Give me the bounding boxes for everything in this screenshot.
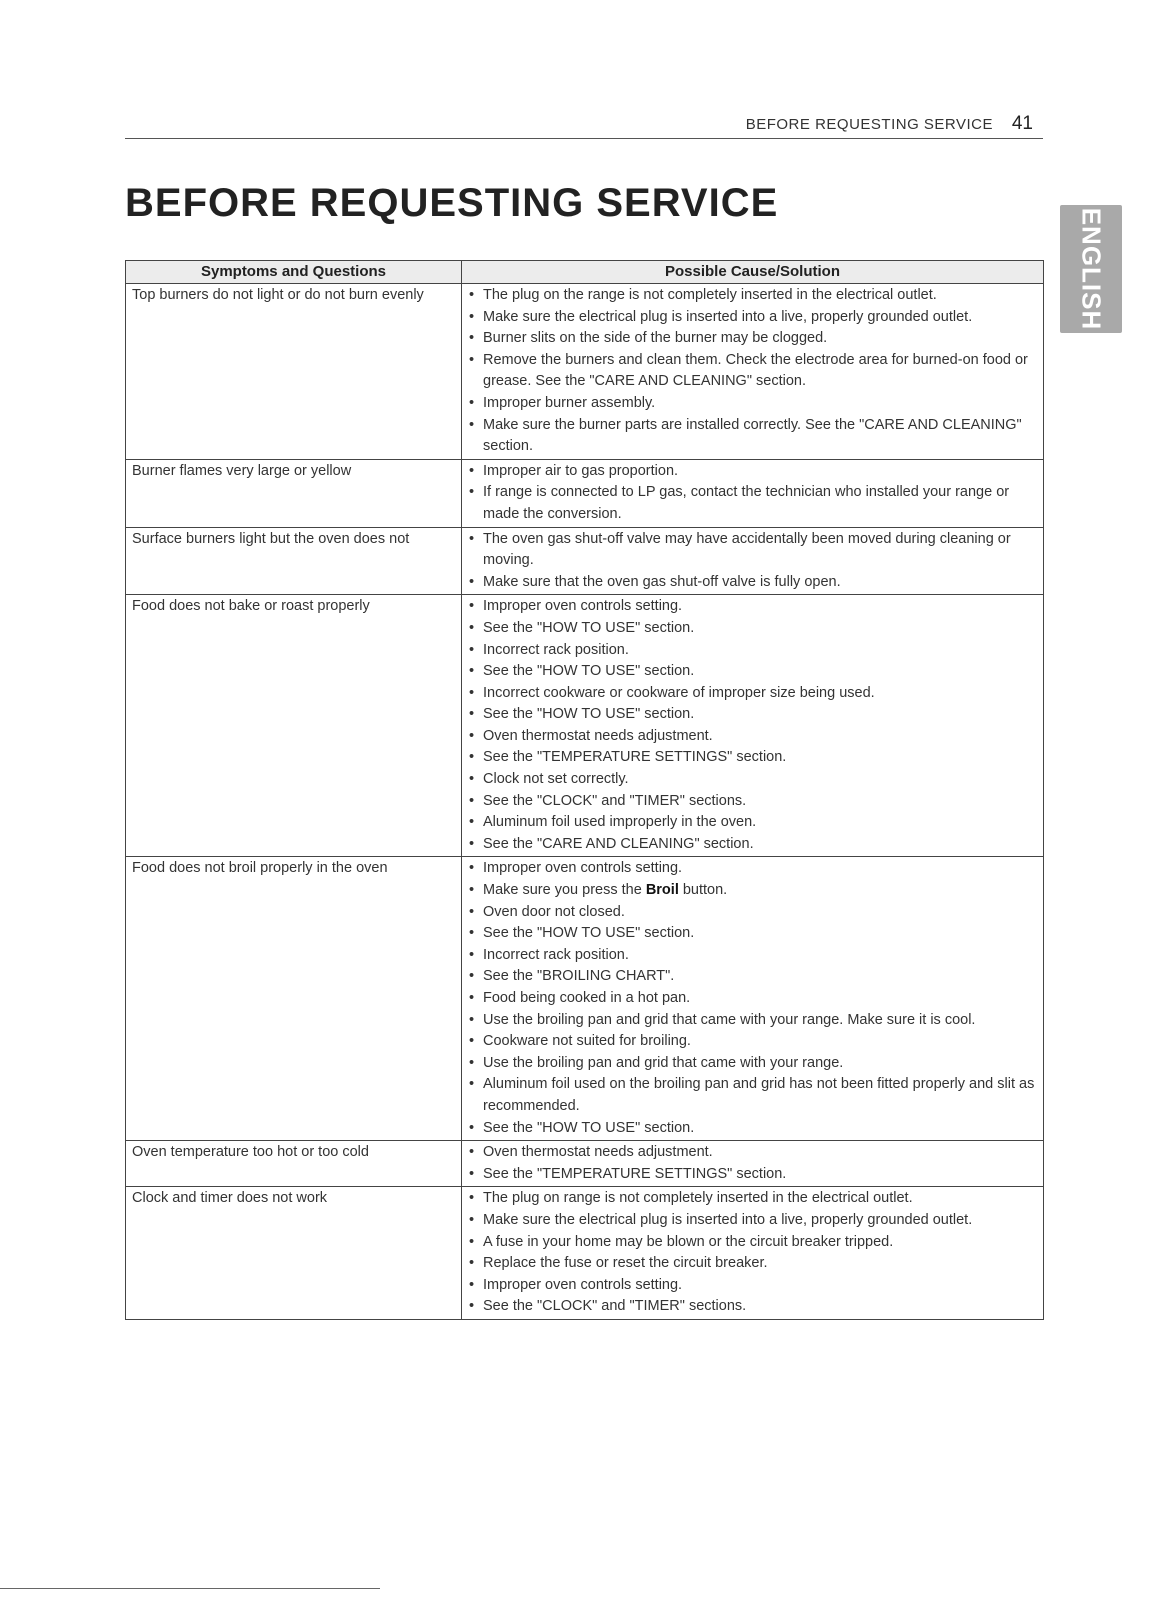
solution-item: • Oven door not closed. — [468, 902, 1039, 924]
solution-item: • The plug on range is not completely inserted in the electrical outlet. — [468, 1188, 1039, 1210]
solution-item: • Use the broiling pan and grid that came with your range. — [468, 1053, 1039, 1075]
solution-list — [468, 285, 1039, 458]
solution-item: • See the "CARE AND CLEANING" section. — [468, 834, 1039, 856]
solution-cell — [462, 527, 1044, 595]
solution-column-header: Possible Cause/Solution — [462, 261, 1044, 284]
solution-item: • Improper air to gas proportion. — [468, 461, 1039, 483]
solution-item: • See the "TEMPERATURE SETTINGS" section. — [468, 1164, 1039, 1186]
solution-list — [468, 529, 1039, 594]
solution-cell — [462, 595, 1044, 857]
solution-item: • Improper oven controls setting. — [468, 858, 1039, 880]
table-row — [126, 857, 1044, 1141]
solution-item: • Make sure the burner parts are installed correctly. See the "CARE AND CLEANING" section. — [468, 415, 1039, 458]
solution-item: • A fuse in your home may be blown or the circuit breaker tripped. — [468, 1232, 1039, 1254]
solution-item: • Remove the burners and clean them. Check the electrode area for burned-on food or grease. See the "CARE AND CLEANING" section. — [468, 350, 1039, 393]
table-row — [126, 527, 1044, 595]
language-tab — [1060, 205, 1122, 333]
solution-item: • See the "HOW TO USE" section. — [468, 923, 1039, 945]
solution-item: • Clock not set correctly. — [468, 769, 1039, 791]
solution-item: • Oven thermostat needs adjustment. — [468, 1142, 1039, 1164]
solution-item: • Replace the fuse or reset the circuit breaker. — [468, 1253, 1039, 1275]
symptom-cell: Oven temperature too hot or too cold — [126, 1141, 462, 1187]
solution-item: • Burner slits on the side of the burner may be clogged. — [468, 328, 1039, 350]
solution-cell — [462, 1187, 1044, 1320]
solution-item — [468, 880, 1039, 902]
solution-item: • See the "HOW TO USE" section. — [468, 661, 1039, 683]
solution-item: • The oven gas shut-off valve may have accidentally been moved during cleaning or moving. — [468, 529, 1039, 572]
solution-item: • Improper burner assembly. — [468, 393, 1039, 415]
solution-list — [468, 461, 1039, 526]
table-row — [126, 1141, 1044, 1187]
solution-item: • See the "HOW TO USE" section. — [468, 618, 1039, 640]
symptom-cell: Burner flames very large or yellow — [126, 459, 462, 527]
running-header-title: BEFORE REQUESTING SERVICE — [745, 116, 993, 133]
language-tab-label: ENGLISH — [1076, 207, 1107, 331]
table-row — [126, 459, 1044, 527]
solution-item: • If range is connected to LP gas, contact the technician who installed your range or made the conversion. — [468, 482, 1039, 525]
solution-item: • Oven thermostat needs adjustment. — [468, 726, 1039, 748]
solution-item: • Improper oven controls setting. — [468, 1275, 1039, 1297]
solution-item: • Incorrect rack position. — [468, 640, 1039, 662]
solution-text: button. — [678, 882, 728, 899]
solution-list — [468, 596, 1039, 855]
table-body — [126, 284, 1044, 1320]
solution-list — [468, 1188, 1039, 1318]
solution-item: • Food being cooked in a hot pan. — [468, 988, 1039, 1010]
solution-cell — [462, 1141, 1044, 1187]
solution-item: • Cookware not suited for broiling. — [468, 1031, 1039, 1053]
solution-item: • The plug on the range is not completely inserted in the electrical outlet. — [468, 285, 1039, 307]
table-row — [126, 1187, 1044, 1320]
symptoms-column-header: Symptoms and Questions — [126, 261, 462, 284]
running-header — [125, 113, 1043, 139]
solution-item: • Improper oven controls setting. — [468, 596, 1039, 618]
solution-item: • Make sure that the oven gas shut-off valve is fully open. — [468, 572, 1039, 594]
symptom-cell: Clock and timer does not work — [126, 1187, 462, 1320]
solution-list — [468, 858, 1039, 1139]
solution-item: • Use the broiling pan and grid that came with your range. Make sure it is cool. — [468, 1010, 1039, 1032]
table-row — [126, 284, 1044, 460]
symptom-cell: Food does not broil properly in the oven — [126, 857, 462, 1141]
bottom-rule — [0, 1588, 380, 1589]
troubleshooting-table — [125, 260, 1044, 1320]
broil-button-label: Broil — [645, 882, 679, 899]
solution-item: • See the "HOW TO USE" section. — [468, 1118, 1039, 1140]
solution-text: Make sure you press the — [483, 882, 646, 899]
solution-item: • See the "BROILING CHART". — [468, 966, 1039, 988]
table-header-row — [126, 261, 1044, 284]
solution-item: • Incorrect rack position. — [468, 945, 1039, 967]
solution-cell — [462, 857, 1044, 1141]
symptom-cell: Food does not bake or roast properly — [126, 595, 462, 857]
symptom-cell: Top burners do not light or do not burn evenly — [126, 284, 462, 460]
page-title: BEFORE REQUESTING SERVICE — [125, 181, 779, 225]
solution-item: • Aluminum foil used improperly in the oven. — [468, 812, 1039, 834]
table-row — [126, 595, 1044, 857]
solution-item: • See the "TEMPERATURE SETTINGS" section. — [468, 747, 1039, 769]
solution-item: • See the "CLOCK" and "TIMER" sections. — [468, 1296, 1039, 1318]
solution-list — [468, 1142, 1039, 1185]
solution-item: • Make sure the electrical plug is inserted into a live, properly grounded outlet. — [468, 307, 1039, 329]
page-number: 41 — [1011, 113, 1033, 134]
solution-item: • Make sure the electrical plug is inserted into a live, properly grounded outlet. — [468, 1210, 1039, 1232]
solution-item: • See the "HOW TO USE" section. — [468, 704, 1039, 726]
solution-item: • Incorrect cookware or cookware of improper size being used. — [468, 683, 1039, 705]
solution-cell — [462, 284, 1044, 460]
solution-item: • Aluminum foil used on the broiling pan and grid has not been fitted properly and slit as recommended. — [468, 1074, 1039, 1117]
solution-cell — [462, 459, 1044, 527]
symptom-cell: Surface burners light but the oven does not — [126, 527, 462, 595]
solution-item: • See the "CLOCK" and "TIMER" sections. — [468, 791, 1039, 813]
